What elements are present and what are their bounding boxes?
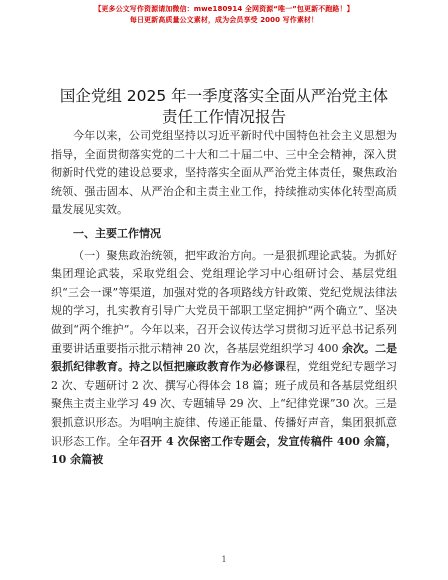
page-number: 1 <box>221 555 227 564</box>
document-title-line2: 责任工作情况报告 <box>161 108 286 126</box>
work-paragraph-lead: （一）聚焦政治统领，把牢政治方向。一是狠抓理论武装。为抓好集团理论武装，采取党组会、党组理论学习中心组研讨会、基层党组织“三会一课”等渠道，加强对党的各项路线方针政策、党纪党规法律法规的学习，扎实教育引导广大党员干部职工坚定拥护“两个确立”、坚决做到“两个维护”。今年以来，召开会议传达学习贯彻习近平总书记系列重要讲话重要指示批示精神 20 次，各基层党组织学习 400 <box>51 248 397 355</box>
section-heading: 一、主要工作情况 <box>73 226 161 240</box>
work-paragraph-bold-1: 余次。二是狠抓纪律教育。持之以恒把廉政教育作为必修课 <box>51 341 398 374</box>
promo-banner-line1: 【更多公文写作资源请加微信：mwe180914 全网资源“唯一”包更新不跑路！】 <box>94 5 354 13</box>
work-paragraph-middle: 程，党组党纪专题学习 2 次、专题研讨 2 次、撰写心得体会 18 篇；班子成员和各基层党组织聚焦主责主业学习 49 次、专题辅导 29 次、上“纪律党课”30 次。三是狠抓意识形态。为唱响主旋律、传递正能量、传播好声音，集团狠抓意识形态工作。全年 <box>51 360 397 448</box>
promo-banner <box>0 4 448 26</box>
document-body <box>51 127 397 470</box>
document-title-line1: 国企党组 2025 年一季度落实全面从严治党主体 <box>59 87 389 105</box>
intro-paragraph: 今年以来，公司党组坚持以习近平新时代中国特色社会主义思想为指导，全面贯彻落实党的二十大和二十届二中、三中全会精神，深入贯彻新时代党的建设总要求，坚持落实全面从严治党主体责任，聚焦政治统领、强击固本、从严治企和主责主业工作，持续推动实体化转型高质量发展见实效。 <box>51 129 397 217</box>
document-title <box>40 86 408 128</box>
work-paragraph <box>51 247 397 470</box>
promo-banner-line2: 每日更新高质量公文素材，成为会员享受 2000 写作素材！ <box>129 16 319 24</box>
work-paragraph-bold-2: 召开 4 次保密工作专题会，发宣传稿件 400 余篇，10 余篇被 <box>51 434 398 467</box>
